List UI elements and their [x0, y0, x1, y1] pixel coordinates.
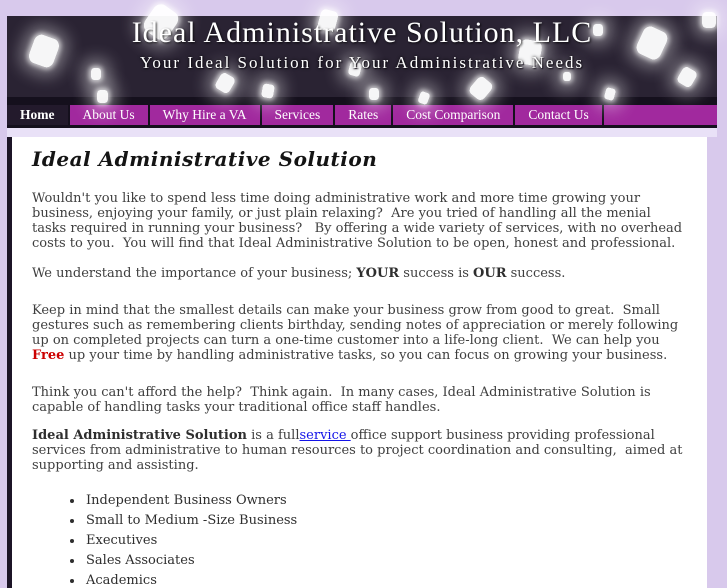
- client-list: [84, 493, 689, 588]
- glow-dot: [261, 83, 275, 99]
- page-frame: [0, 0, 727, 137]
- service-link[interactable]: service: [299, 428, 351, 443]
- glow-dot: [369, 88, 379, 100]
- importance-tail: success.: [506, 266, 566, 281]
- importance-lead: We understand the importance of your business;: [32, 266, 357, 281]
- nav-bar: [7, 105, 717, 128]
- your-emphasis: YOUR: [356, 266, 400, 281]
- afford-paragraph: Think you can't afford the help? Think again. In many cases, Ideal Administrative Solution is capable of handling tasks your traditional office staff handles.: [32, 385, 655, 415]
- full-service-lead: is a full: [247, 428, 300, 443]
- glow-dot: [563, 72, 571, 81]
- gap-strip: [7, 128, 717, 137]
- main-content: [7, 137, 707, 588]
- page-title: Ideal Administrative Solution: [32, 147, 378, 171]
- details-paragraph: [32, 303, 689, 363]
- nav-tab[interactable]: [515, 105, 603, 125]
- details-lead: Keep in mind that the smallest details can make your business grow from good to great. Small gestures such as remembering clients birthday, sending notes of appreciation or merely following up on completed projects can turn a one-time customer into a life-long client. We can help you: [32, 303, 683, 348]
- details-tail: up your time by handling administrative tasks, so you can focus on growing your business.: [64, 348, 668, 363]
- nav-tab-label: Home: [20, 107, 55, 122]
- company-name-bold: Ideal Administrative Solution: [32, 428, 247, 443]
- site-banner: [7, 16, 717, 97]
- our-emphasis: OUR: [473, 266, 507, 281]
- intro-paragraph: Wouldn't you like to spend less time doing administrative work and more time growing your business, enjoying your family, or just plain relaxing? Are you tried of handling all the menial tasks required in running your business? By offering a wide variety of services, with no overhead costs to you. You will find that Ideal Administrative Solution to be open, honest and professional.: [32, 191, 687, 251]
- client-list-item: • Academics: [84, 573, 689, 588]
- nav-tab[interactable]: [262, 105, 336, 125]
- importance-paragraph: [32, 266, 689, 281]
- site-tagline: Your Ideal Solution for Your Administrative Needs: [139, 53, 585, 72]
- full-service-paragraph: [32, 428, 689, 473]
- glow-dot: [97, 90, 108, 103]
- free-emphasis: Free: [32, 348, 65, 363]
- nav-fill: [604, 105, 717, 125]
- glow-dot: [213, 71, 236, 95]
- nav-tab[interactable]: [393, 105, 515, 125]
- nav-tab-label: Rates: [348, 107, 379, 122]
- client-list-item: • Sales Associates: [84, 553, 689, 568]
- nav-tab[interactable]: [150, 105, 262, 125]
- nav-tab[interactable]: [7, 105, 70, 125]
- nav-tab-label: About Us: [82, 107, 135, 122]
- importance-mid: success is: [399, 266, 474, 281]
- nav-tab[interactable]: [70, 105, 150, 125]
- client-list-item: • Small to Medium -Size Business: [84, 513, 689, 528]
- nav-tab[interactable]: [335, 105, 393, 125]
- nav-tab-label: Contact Us: [528, 107, 589, 122]
- full-service-tail: office support business providing professional services from administrative to human resources to project coordination and consulting, aimed at supporting and assisting.: [32, 428, 687, 473]
- nav-tab-label: Services: [274, 107, 321, 122]
- nav-tab-label: Cost Comparison: [406, 107, 501, 122]
- site-title: Ideal Administrative Solution, LLC: [131, 16, 593, 49]
- client-list-item: • Executives: [84, 533, 689, 548]
- nav-tab-label: Why Hire a VA: [162, 107, 247, 122]
- client-list-item: • Independent Business Owners: [84, 493, 689, 508]
